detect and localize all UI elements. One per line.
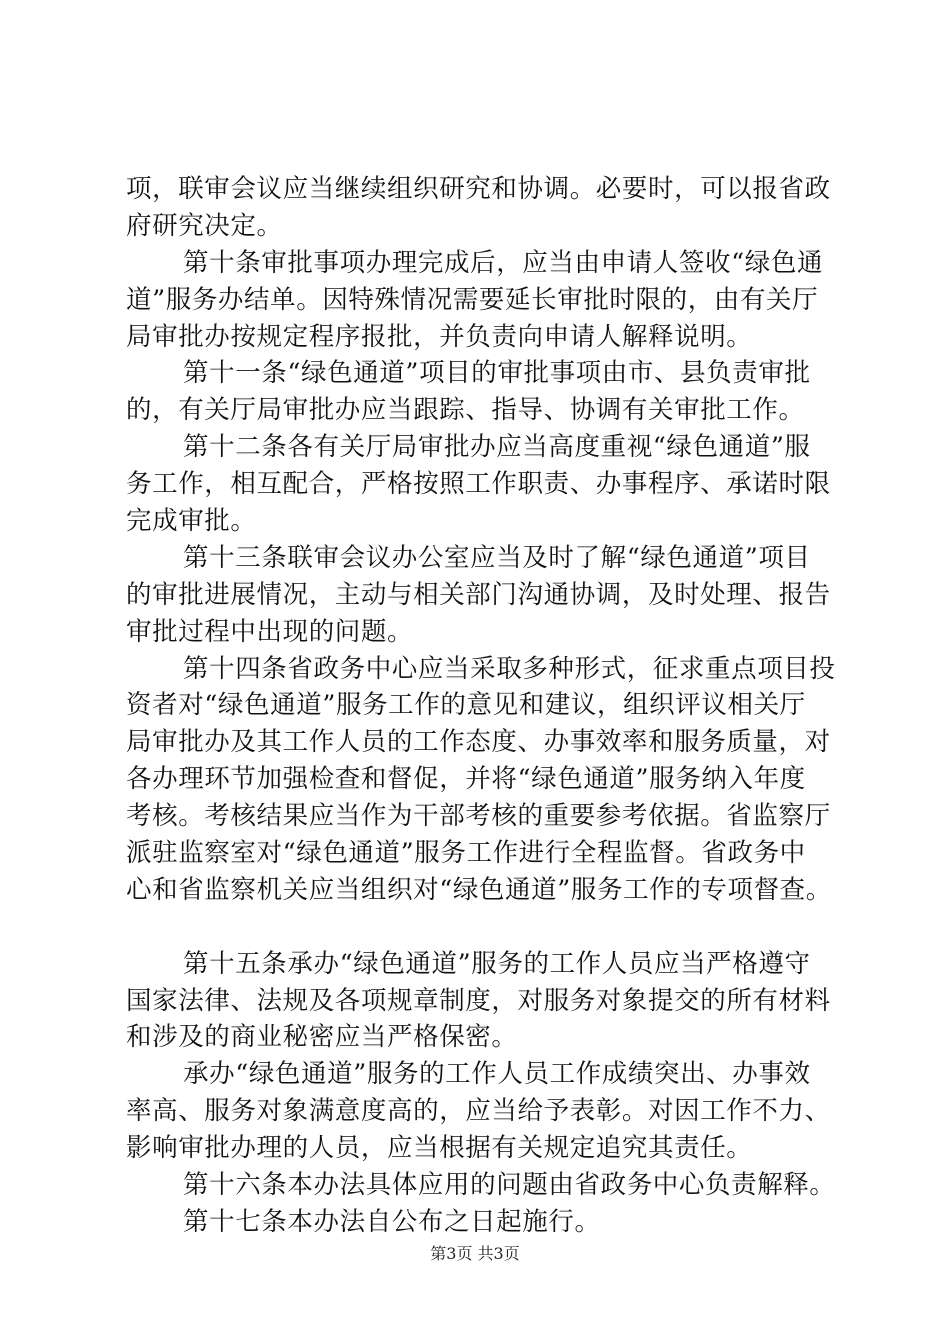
text-line: 国家法律、法规及各项规章制度，对服务对象提交的所有材料 bbox=[126, 985, 831, 1016]
article-13: 第十三条联审会议办公室应当及时了解“绿色通道”项目 bbox=[183, 542, 811, 573]
text-line: 心和省监察机关应当组织对“绿色通道”服务工作的专项督查。 bbox=[126, 874, 832, 905]
article-12: 第十二条各有关厅局审批办应当高度重视“绿色通道”服 bbox=[183, 432, 811, 463]
article-16: 第十六条本办法具体应用的问题由省政务中心负责解释。 bbox=[183, 1170, 836, 1201]
text-line: 影响审批办理的人员，应当根据有关规定追究其责任。 bbox=[126, 1133, 753, 1164]
article-10: 第十条审批事项办理完成后，应当由申请人签收“绿色通 bbox=[183, 247, 824, 278]
text-line: 派驻监察室对“绿色通道”服务工作进行全程监督。省政务中 bbox=[126, 838, 806, 869]
text-line: 考核。考核结果应当作为干部考核的重要参考依据。省监察厅 bbox=[126, 801, 831, 832]
text-line: 资者对“绿色通道”服务工作的意见和建议，组织评议相关厅 bbox=[126, 690, 806, 721]
text-line: 府研究决定。 bbox=[126, 210, 283, 241]
paragraph-gap bbox=[126, 909, 846, 946]
document-body bbox=[126, 171, 846, 1241]
text-line: 道”服务办结单。因特殊情况需要延长审批时限的，由有关厅 bbox=[126, 284, 819, 315]
text-line: 局审批办按规定程序报批，并负责向申请人解释说明。 bbox=[126, 321, 753, 352]
article-14: 第十四条省政务中心应当采取多种形式，征求重点项目投 bbox=[183, 653, 836, 684]
paragraph-commendation: 承办“绿色通道”服务的工作人员工作成绩突出、办事效 bbox=[183, 1059, 811, 1090]
text-line: 率高、服务对象满意度高的，应当给予表彰。对因工作不力、 bbox=[126, 1096, 831, 1127]
text-line: 和涉及的商业秘密应当严格保密。 bbox=[126, 1022, 518, 1053]
text-line: 的审批进展情况，主动与相关部门沟通协调，及时处理、报告 bbox=[126, 579, 831, 610]
text-line: 项，联审会议应当继续组织研究和协调。必要时，可以报省政 bbox=[126, 174, 831, 204]
text-line: 的，有关厅局审批办应当跟踪、指导、协调有关审批工作。 bbox=[126, 395, 805, 426]
text-line: 各办理环节加强检查和督促，并将“绿色通道”服务纳入年度 bbox=[126, 764, 806, 795]
article-11: 第十一条“绿色通道”项目的审批事项由市、县负责审批 bbox=[183, 358, 811, 389]
text-line: 审批过程中出现的问题。 bbox=[126, 616, 414, 647]
article-15: 第十五条承办“绿色通道”服务的工作人员应当严格遵守 bbox=[183, 948, 811, 979]
text-line: 务工作，相互配合，严格按照工作职责、办事程序、承诺时限 bbox=[126, 469, 831, 500]
article-17: 第十七条本办法自公布之日起施行。 bbox=[183, 1206, 601, 1237]
page-number-footer: 第3页 共3页 bbox=[430, 1244, 520, 1263]
text-line: 局审批办及其工作人员的工作态度、办事效率和服务质量，对 bbox=[126, 727, 831, 758]
text-line: 完成审批。 bbox=[126, 506, 257, 537]
